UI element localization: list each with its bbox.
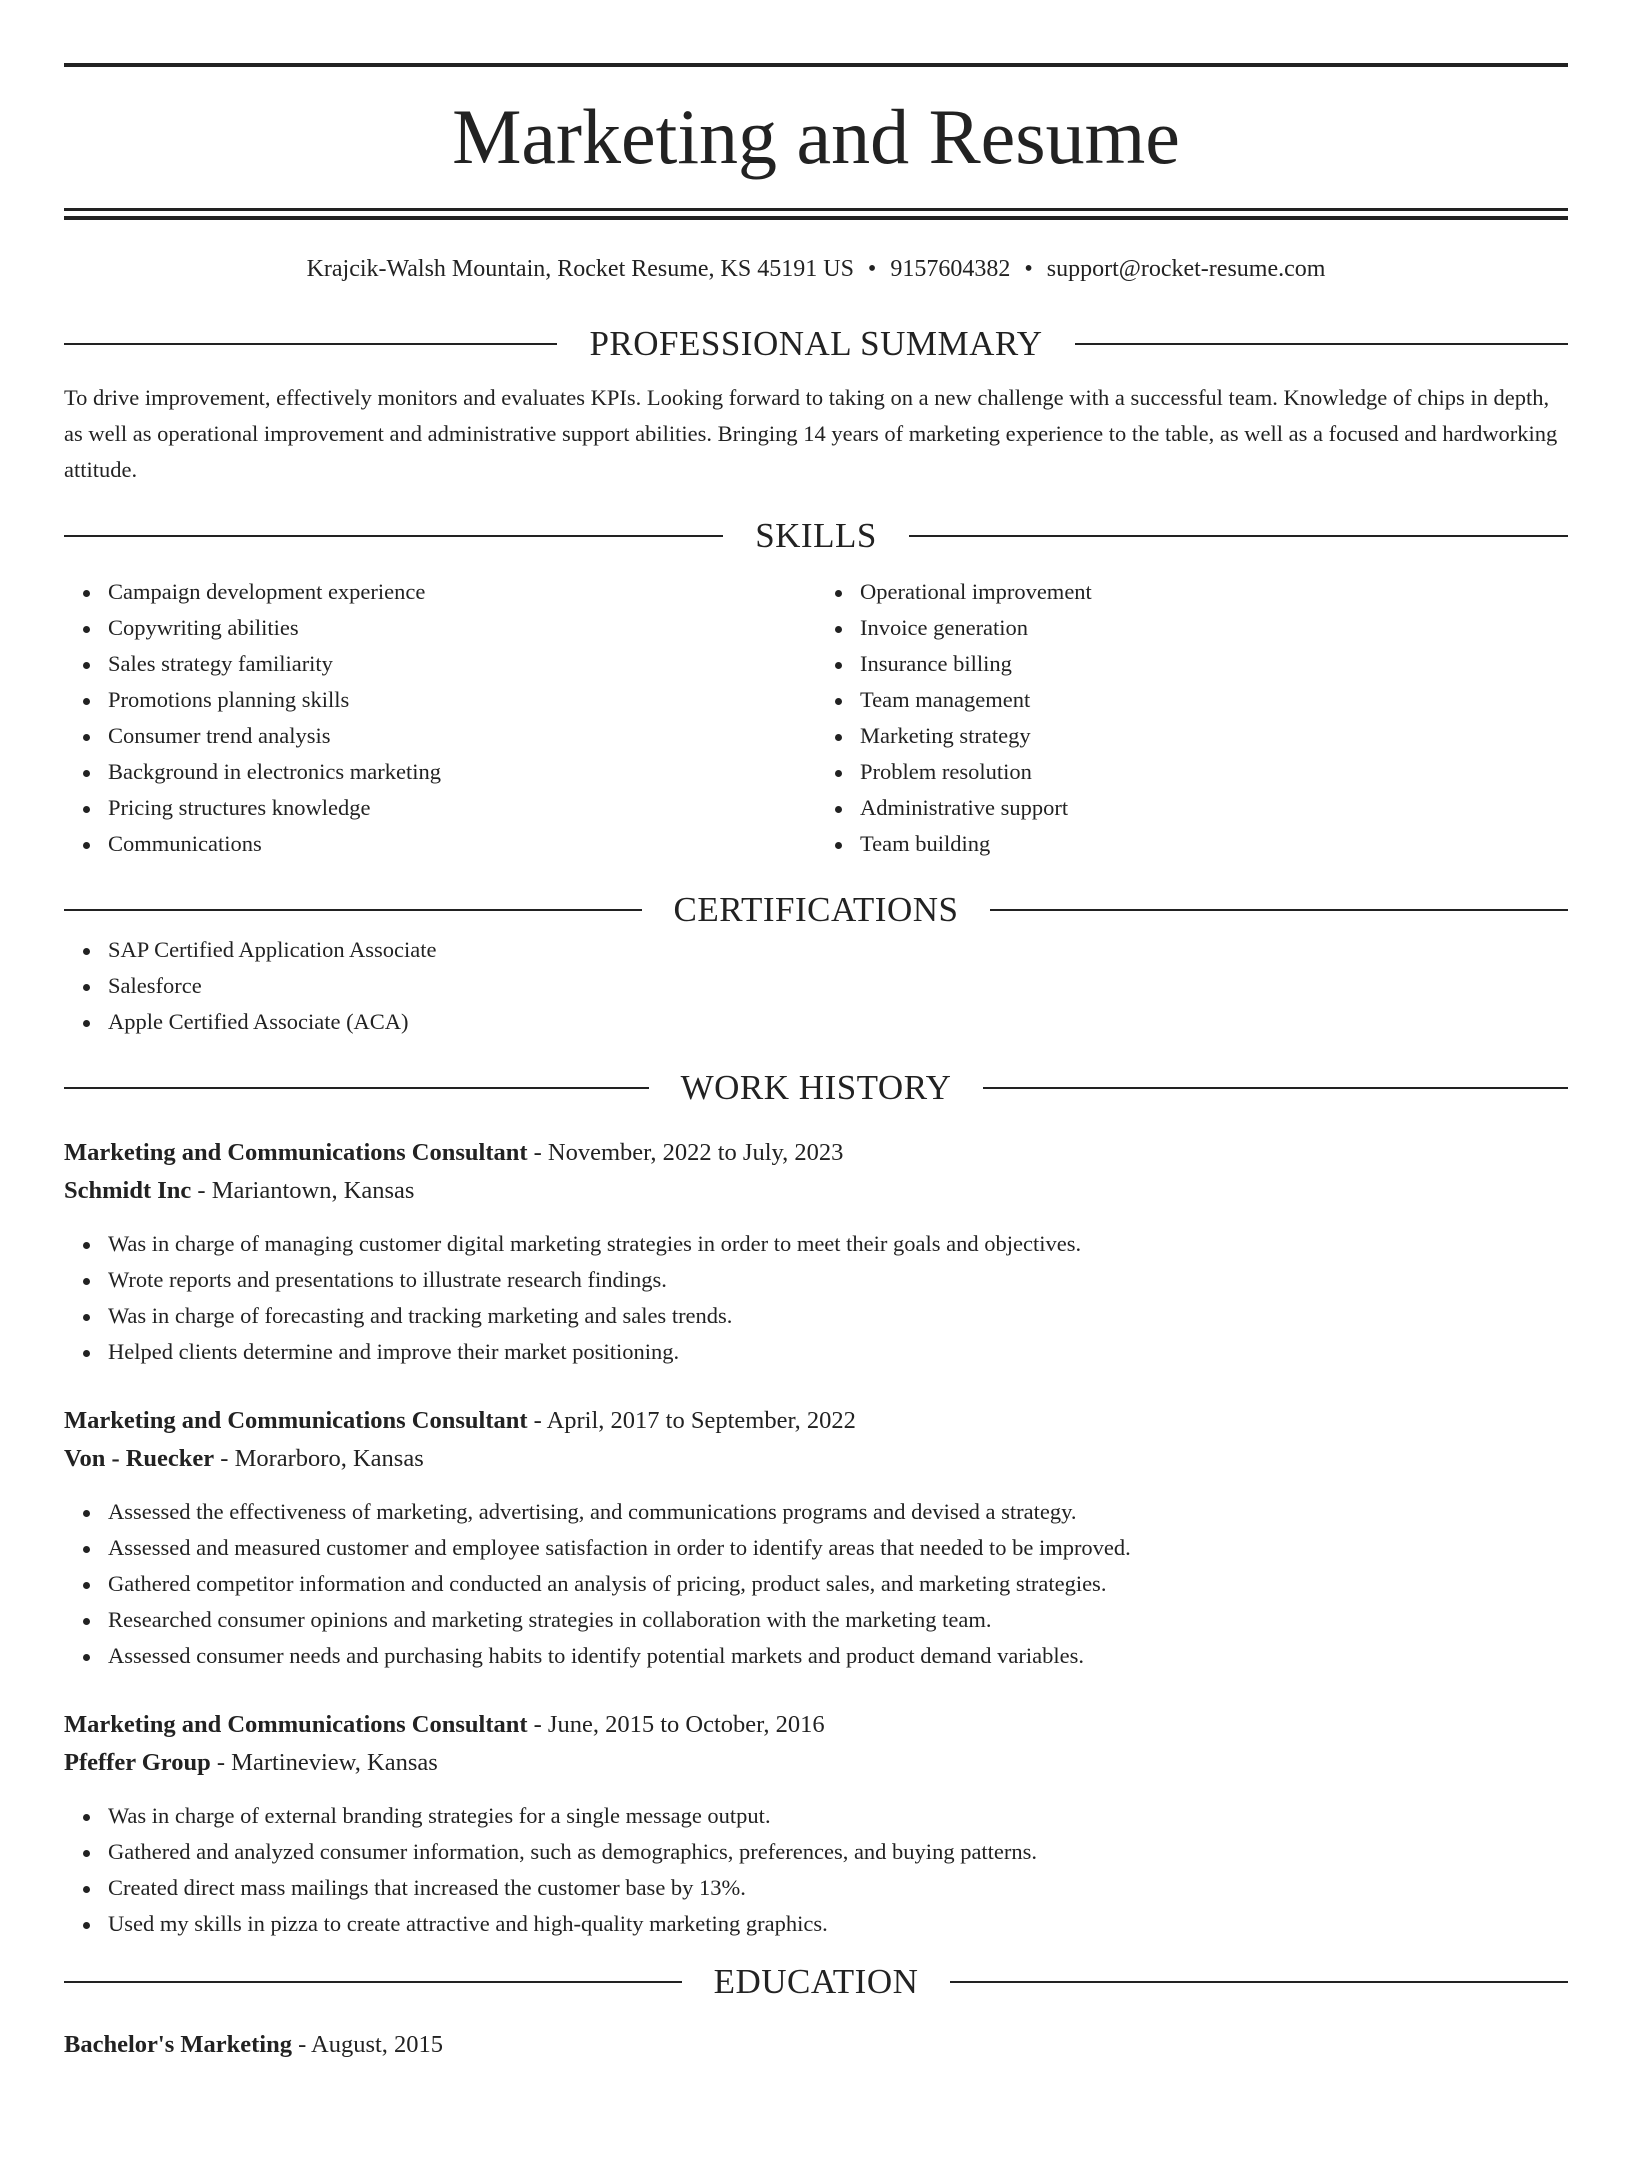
job-company: Von - Ruecker [64, 1445, 215, 1472]
contact-separator: • [867, 256, 877, 282]
job-location: - Martineview, Kansas [210, 1749, 438, 1776]
job-company: Pfeffer Group [64, 1749, 211, 1776]
job-entry [64, 1402, 1568, 1674]
skill-item: Operational improvement [860, 574, 1568, 610]
certification-item: Apple Certified Associate (ACA) [108, 1004, 1568, 1040]
resume-name: Marketing and Resume [452, 93, 1180, 180]
heading-rule-right [1075, 343, 1568, 345]
heading-rule-left [64, 909, 642, 911]
header-double-rule [64, 208, 1568, 220]
job-entry [64, 1134, 1568, 1370]
contact-email: support@rocket-resume.com [1046, 256, 1326, 282]
job-bullet: Assessed the effectiveness of marketing, advertising, and communications programs and devised a strategy. [108, 1494, 1568, 1530]
job-title-line [64, 1134, 1568, 1172]
contact-separator: • [1024, 256, 1033, 282]
job-company: Schmidt Inc [64, 1177, 192, 1204]
skill-item: Campaign development experience [108, 574, 816, 610]
heading-rule-left [64, 343, 557, 345]
job-bullet: Wrote reports and presentations to illustrate research findings. [108, 1262, 1568, 1298]
skill-item: Sales strategy familiarity [108, 646, 816, 682]
skill-item: Copywriting abilities [108, 610, 816, 646]
certifications-list [64, 932, 1568, 1040]
job-title-line [64, 1402, 1568, 1440]
summary-text: To drive improvement, effectively monitors and evaluates KPIs. Looking forward to taking on a new challenge with a successful team. Knowledge of chips in depth, as well as operational improvement and administrative support abilities. Bringing 14 years of marketing experience to the table, as well as a focused and hardworking attitude. [64, 385, 1558, 482]
job-entry [64, 1706, 1568, 1942]
job-role: Marketing and Communications Consultant [64, 1711, 528, 1738]
header-top-rule [64, 63, 1568, 67]
job-company-line [64, 1440, 1568, 1478]
job-bullets [64, 1226, 1568, 1370]
skill-item: Administrative support [860, 790, 1568, 826]
section-heading-certifications [64, 888, 1568, 932]
section-title-education: EDUCATION [713, 1962, 919, 2001]
resume-page [0, 63, 1632, 2175]
contact-phone: 9157604382 [890, 256, 1011, 282]
section-title-work-history: WORK HISTORY [680, 1068, 952, 1107]
section-title-summary: PROFESSIONAL SUMMARY [589, 324, 1043, 363]
skills-column-left [64, 574, 816, 862]
job-bullets [64, 1494, 1568, 1674]
skill-item: Consumer trend analysis [108, 718, 816, 754]
skill-item: Team building [860, 826, 1568, 862]
job-bullet: Researched consumer opinions and marketing strategies in collaboration with the marketing team. [108, 1602, 1568, 1638]
education-entry [64, 2026, 1568, 2064]
job-location: - Morarboro, Kansas [214, 1445, 424, 1472]
job-bullet: Assessed consumer needs and purchasing habits to identify potential markets and product demand variables. [108, 1638, 1568, 1674]
heading-rule-left [64, 1087, 649, 1089]
skill-item: Communications [108, 826, 816, 862]
job-bullets [64, 1798, 1568, 1942]
section-title-certifications: CERTIFICATIONS [673, 890, 959, 929]
section-heading-work-history [64, 1066, 1568, 1110]
skill-item: Background in electronics marketing [108, 754, 816, 790]
contact-line [64, 254, 1568, 284]
skill-item: Team management [860, 682, 1568, 718]
education-degree: Bachelor's Marketing [64, 2031, 292, 2058]
heading-rule-right [950, 1981, 1568, 1983]
contact-address: Krajcik-Walsh Mountain, Rocket Resume, KS 45191 US [306, 256, 854, 282]
job-dates: - April, 2017 to September, 2022 [527, 1407, 856, 1434]
heading-rule-right [983, 1087, 1568, 1089]
skill-item: Problem resolution [860, 754, 1568, 790]
job-bullet: Assessed and measured customer and employee satisfaction in order to identify areas that needed to be improved. [108, 1530, 1568, 1566]
job-title-line [64, 1706, 1568, 1744]
skill-item: Invoice generation [860, 610, 1568, 646]
heading-rule-left [64, 535, 723, 537]
heading-rule-right [990, 909, 1568, 911]
job-role: Marketing and Communications Consultant [64, 1407, 528, 1434]
job-dates: - November, 2022 to July, 2023 [527, 1139, 844, 1166]
skill-item: Insurance billing [860, 646, 1568, 682]
job-company-line [64, 1172, 1568, 1210]
job-company-line [64, 1744, 1568, 1782]
certification-item: SAP Certified Application Associate [108, 932, 1568, 968]
job-location: - Mariantown, Kansas [191, 1177, 415, 1204]
job-dates: - June, 2015 to October, 2016 [527, 1711, 825, 1738]
skill-item: Promotions planning skills [108, 682, 816, 718]
job-bullet: Gathered competitor information and conducted an analysis of pricing, product sales, and marketing strategies. [108, 1566, 1568, 1602]
job-bullet: Was in charge of managing customer digital marketing strategies in order to meet their goals and objectives. [108, 1226, 1568, 1262]
job-bullet: Gathered and analyzed consumer information, such as demographics, preferences, and buying patterns. [108, 1834, 1568, 1870]
skill-item: Pricing structures knowledge [108, 790, 816, 826]
job-bullet: Helped clients determine and improve their market positioning. [108, 1334, 1568, 1370]
job-bullet: Was in charge of forecasting and tracking marketing and sales trends. [108, 1298, 1568, 1334]
section-title-skills: SKILLS [755, 516, 877, 555]
section-heading-skills [64, 514, 1568, 558]
job-role: Marketing and Communications Consultant [64, 1139, 528, 1166]
heading-rule-left [64, 1981, 682, 1983]
certification-item: Salesforce [108, 968, 1568, 1004]
job-bullet: Created direct mass mailings that increased the customer base by 13%. [108, 1870, 1568, 1906]
education-date: - August, 2015 [291, 2031, 444, 2058]
heading-rule-right [909, 535, 1568, 537]
skill-item: Marketing strategy [860, 718, 1568, 754]
skills-list [64, 574, 1568, 862]
section-heading-summary [64, 322, 1568, 366]
section-heading-education [64, 1960, 1568, 2004]
job-bullet: Used my skills in pizza to create attractive and high-quality marketing graphics. [108, 1906, 1568, 1942]
skills-column-right [816, 574, 1568, 862]
job-bullet: Was in charge of external branding strategies for a single message output. [108, 1798, 1568, 1834]
